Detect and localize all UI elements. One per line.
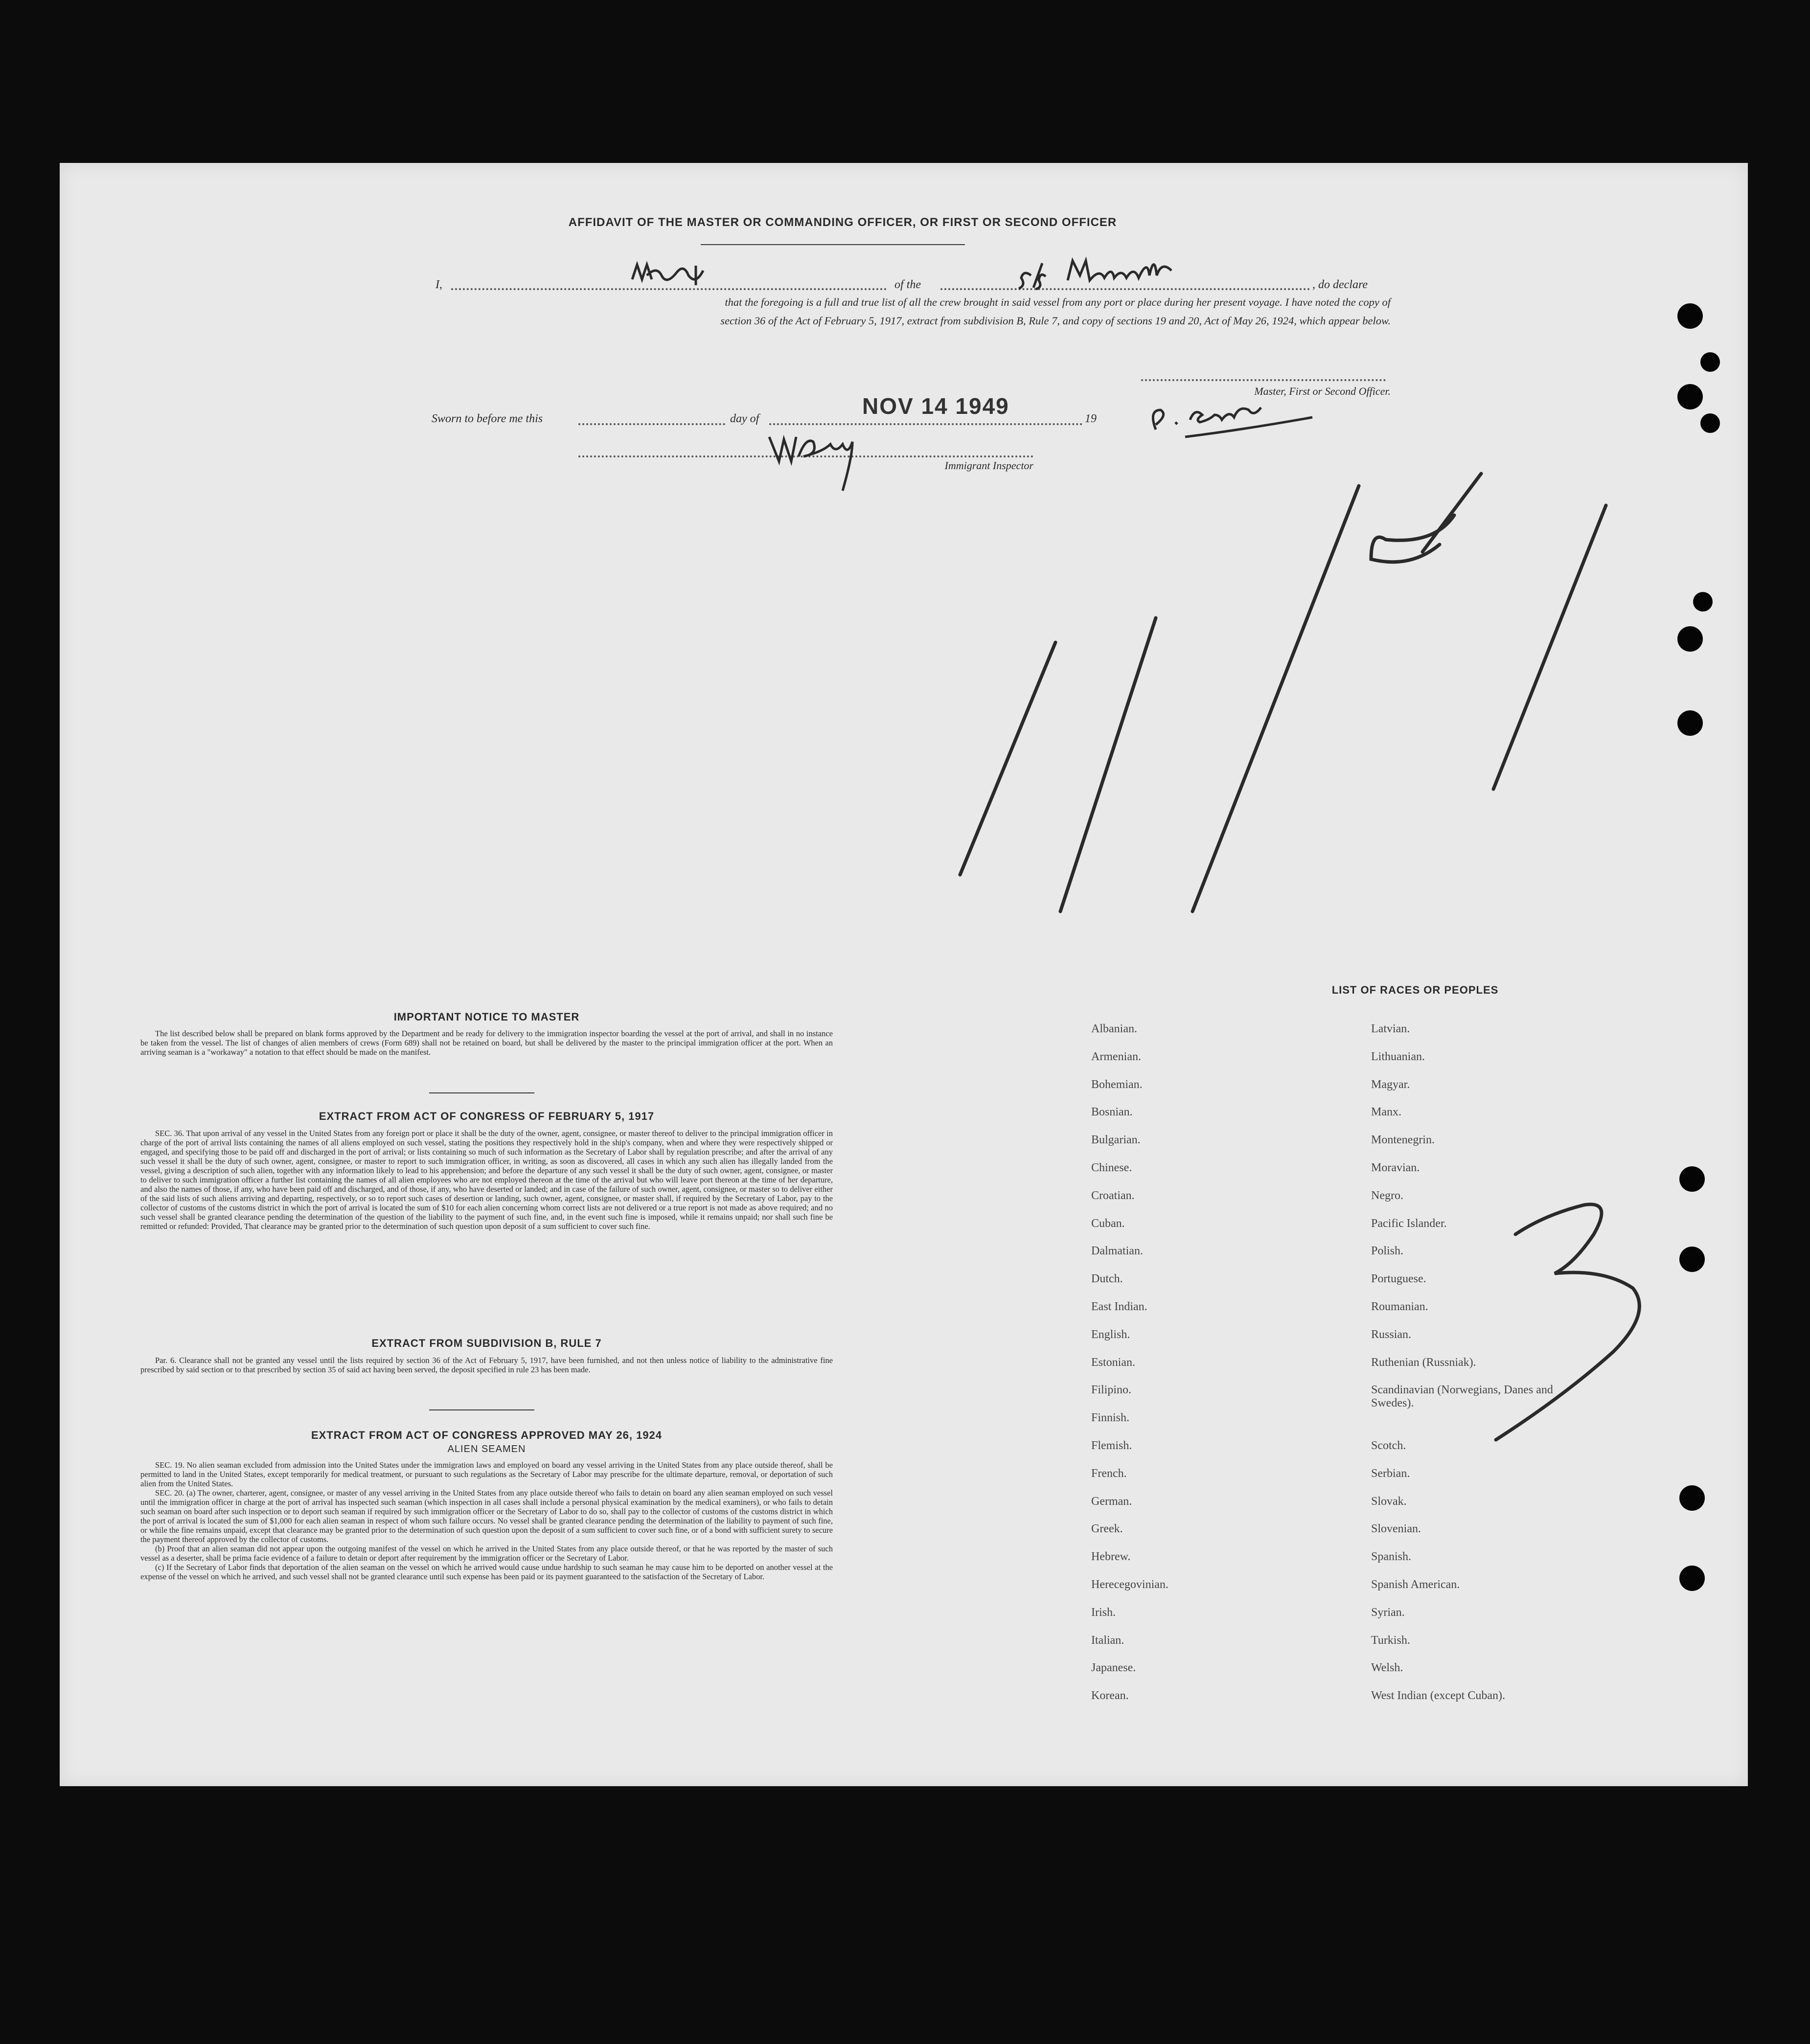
large-number-1114: [960, 474, 1606, 911]
punch-hole: [1677, 303, 1703, 329]
master-signature: [1153, 408, 1312, 437]
race-item: Italian.: [1091, 1634, 1124, 1647]
race-item: Filipino.: [1091, 1384, 1132, 1397]
race-item: Portuguese.: [1371, 1272, 1426, 1286]
race-item: Manx.: [1371, 1106, 1401, 1119]
subdivision-b-title: EXTRACT FROM SUBDIVISION B, RULE 7: [371, 1337, 602, 1349]
races-title: LIST OF RACES OR PEOPLES: [1331, 984, 1499, 996]
race-item: Moravian.: [1371, 1161, 1420, 1174]
race-item: French.: [1091, 1467, 1127, 1480]
handwriting-layer: [60, 163, 1748, 1786]
race-item: Bohemian.: [1091, 1078, 1143, 1091]
section-19-text: SEC. 19. No alien seaman excluded from admission into the United States under the immigration laws and employed on board any vessel arriving in the United States from any place outside thereof, shall be permitted to land in the United States, except temporarily for medical treatment, or pursuant to such regulations as the Secretary of Labor may prescribe for the ultimate departure, removal, or deportation of such alien from the United States.: [140, 1460, 833, 1488]
race-item: Scandinavian (Norwegians, Danes and Swedes).: [1371, 1384, 1553, 1410]
race-item: Japanese.: [1091, 1661, 1136, 1675]
punch-hole: [1700, 413, 1720, 433]
race-item: English.: [1091, 1328, 1130, 1341]
race-item: Turkish.: [1371, 1634, 1410, 1647]
race-item: West Indian (except Cuban).: [1371, 1689, 1505, 1703]
punch-hole: [1679, 1566, 1705, 1591]
punch-hole: [1677, 626, 1703, 652]
document-page: [60, 163, 1748, 1786]
inspector-signature: [769, 437, 852, 491]
race-item: Finnish.: [1091, 1411, 1130, 1425]
race-item: Albanian.: [1091, 1022, 1137, 1035]
race-item: East Indian.: [1091, 1300, 1147, 1313]
date-stamp: NOV 14 1949: [862, 393, 1009, 419]
race-item: Estonian.: [1091, 1356, 1135, 1369]
par-6-text: Par. 6. Clearance shall not be granted any vessel until the lists required by section 36 of the Act of February 5, 1917, have been furnished, and not then unless notice of liability to the administrative fine prescribed by said section or to that prescribed by section 35 of said act having been served, the deposit specified in rule 23 has been made.: [140, 1356, 833, 1374]
race-item: Herecegovinian.: [1091, 1578, 1168, 1591]
race-item: Syrian.: [1371, 1606, 1405, 1619]
race-item: Negro.: [1371, 1189, 1403, 1202]
race-item: German.: [1091, 1495, 1132, 1508]
race-item: Montenegrin.: [1371, 1134, 1435, 1147]
race-item: Cuban.: [1091, 1217, 1125, 1230]
section-36-text: SEC. 36. That upon arrival of any vessel in the United States from any foreign port or place it shall be the duty of the owner, agent, consignee, or master thereof to deliver to the principal immigration officer in charge of the port of arrival lists containing the names of all aliens employed on such vessel, stating the positions they respectively hold in the ship's company, when and where they were respectively shipped or engaged, and specifying those to be paid off and discharged in the port of arrival; or lists containing so much of such information as the Secretary of Labor shall by regulation prescribe; and after the arrival of any such vessel it shall be the duty of such owner, agent, consignee, or master to report to such immigration officer, in writing, as soon as discovered, all cases in which any such alien has illegally landed from the vessel, giving a description of such alien, together with any information likely to lead to his apprehension; and before the departure of any such vessel it shall be the duty of such owner, agent, consignee, or master to deliver to such immigration officer a further list containing the names of all alien employees who are not employed thereon at the time of the arrival but who will leave port thereon at the time of her departure, and also the names of those, if any, who have been paid off and discharged, and of those, if any, who have deserted or landed; and in case of the failure of such owner, agent, consignee, or master so to deliver either of the said lists of such aliens arriving and departing, respectively, or so to report such cases of desertion or landing, such owner, agent, consignee, or master shall, if required by the Secretary of Labor, pay to the collector of customs of the customs district in which the port of arrival is located the sum of $10 for each alien concerning whom correct lists are not delivered or a true report is not made as above required; and no such vessel shall be granted clearance pending the determination of the question of the liability to the payment of such fine, and, in the event such fine is imposed, while it remains unpaid; nor shall such fine be remitted or refunded: Provided, That clearance may be granted prior to the determination of such question upon deposit of a sum sufficient to cover such fine.: [140, 1129, 833, 1231]
race-item: Bulgarian.: [1091, 1134, 1141, 1147]
affidavit-line2: that the foregoing is a full and true list of all the crew brought in said vessel from any port or place during her present voyage. I have noted the copy of: [725, 296, 1391, 308]
race-item: Spanish American.: [1371, 1578, 1460, 1591]
section-20c-text: (c) If the Secretary of Labor finds that deportation of the alien seaman on the vessel on which he arrived would cause undue hardship to such seaman he may cause him to be deported on another vessel at the expense of the vessel on which he arrived, and such vessel shall not be granted clearance until such expense has been paid or its payment guaranteed to the satisfaction of the Secretary of Labor.: [140, 1563, 833, 1581]
punch-hole: [1679, 1247, 1705, 1272]
handwritten-vessel: [1019, 261, 1171, 289]
punch-hole: [1679, 1485, 1705, 1511]
race-item: Slovenian.: [1371, 1522, 1421, 1536]
race-item: Polish.: [1371, 1245, 1404, 1258]
race-item: Greek.: [1091, 1522, 1123, 1536]
affidavit-line3: section 36 of the Act of February 5, 1917, extract from subdivision B, Rule 7, and copy of sections 19 and 20, Act of May 26, 1924, which appear below.: [720, 315, 1391, 327]
race-item: Lithuanian.: [1371, 1050, 1425, 1063]
punch-hole: [1700, 352, 1720, 372]
section-20b-text: (b) Proof that an alien seaman did not appear upon the outgoing manifest of the vessel on which he arrived in the United States from any place outside thereof, or that he was reported by the master of such vessel as a deserter, shall be prima facie evidence of a failure to detain or deport after requirement by the immigration officer or the Secretary of Labor.: [140, 1544, 833, 1563]
day-of-label: day of: [730, 412, 759, 425]
punch-hole: [1693, 592, 1713, 612]
race-item: Ruthenian (Russniak).: [1371, 1356, 1476, 1369]
race-item: Armenian.: [1091, 1050, 1141, 1063]
race-item: Hebrew.: [1091, 1550, 1131, 1564]
race-item: Russian.: [1371, 1328, 1412, 1341]
race-item: Bosnian.: [1091, 1106, 1133, 1119]
punch-hole: [1679, 1166, 1705, 1192]
notice-title: IMPORTANT NOTICE TO MASTER: [393, 1011, 580, 1023]
race-item: Dutch.: [1091, 1272, 1123, 1286]
race-item: Dalmatian.: [1091, 1245, 1143, 1258]
affidavit-declare-label: , do declare: [1312, 278, 1368, 291]
race-item: Serbian.: [1371, 1467, 1410, 1480]
notice-text: The list described below shall be prepared on blank forms approved by the Department and be ready for delivery to the immigration inspector boarding the vessel at the port of arrival, and shall in no instance be taken from the vessel. The list of changes of alien members of crews (Form 689) shall not be retained on board, but shall be delivered by the master to the principal immigration officer at the port. When an arriving seaman is a "workaway" a notation to that effect should be made on the manifest.: [140, 1029, 833, 1057]
race-item: Latvian.: [1371, 1022, 1410, 1035]
punch-hole: [1677, 710, 1703, 736]
race-item: Magyar.: [1371, 1078, 1410, 1091]
race-item: Flemish.: [1091, 1439, 1132, 1452]
handwritten-master: [632, 265, 703, 285]
section-20a-text: SEC. 20. (a) The owner, charterer, agent, consignee, or master of any vessel arriving in the United States from any place outside thereof who fails to detain on board any alien seaman employed on such vessel until the immigration officer in charge at the port of arrival has inspected such seaman (which inspection in all cases shall include a personal physical examination by the medical examiners), or who fails to detain such seaman on board after such inspection or to deport such seaman if required by such immigration officer or the Secretary of Labor to do so, shall pay to the collector of customs of the customs district in which the port of arrival is located the sum of $1,000 for each alien seaman in respect of whom such failure occurs. No vessel shall be granted clearance pending the determination of the liability to payment of such fine, or while the fine remains unpaid, except that clearance may be granted prior to the determination of such question upon the deposit of a sum sufficient to cover such fine, or of a bond with sufficient surety to secure the payment thereof approved by the collector of customs.: [140, 1488, 833, 1544]
race-item: Chinese.: [1091, 1161, 1132, 1174]
race-item: Scotch.: [1371, 1439, 1406, 1452]
sworn-label: Sworn to before me this: [432, 412, 543, 425]
race-item: Irish.: [1091, 1606, 1116, 1619]
race-item: Roumanian.: [1371, 1300, 1428, 1313]
extract-1924-subtitle: ALIEN SEAMEN: [447, 1444, 526, 1454]
race-item: Pacific Islander.: [1371, 1217, 1447, 1230]
affidavit-title: AFFIDAVIT OF THE MASTER OR COMMANDING OFFICER, OR FIRST OR SECOND OFFICER: [568, 216, 1117, 229]
race-item: Korean.: [1091, 1689, 1129, 1703]
race-item: Spanish.: [1371, 1550, 1412, 1564]
affidavit-of-label: of the: [894, 278, 921, 291]
extract-1917-title: EXTRACT FROM ACT OF CONGRESS OF FEBRUARY 5, 1917: [319, 1110, 655, 1122]
year-prefix: 19: [1085, 412, 1097, 425]
race-item: Croatian.: [1091, 1189, 1135, 1202]
affidavit-i-label: I,: [435, 278, 442, 291]
extract-1924-title: EXTRACT FROM ACT OF CONGRESS APPROVED MAY 26, 1924: [311, 1429, 663, 1441]
inspector-label: Immigrant Inspector: [944, 459, 1033, 472]
master-label: Master, First or Second Officer.: [1254, 385, 1391, 397]
race-item: Welsh.: [1371, 1661, 1403, 1675]
punch-hole: [1677, 384, 1703, 409]
race-item: Slovak.: [1371, 1495, 1407, 1508]
